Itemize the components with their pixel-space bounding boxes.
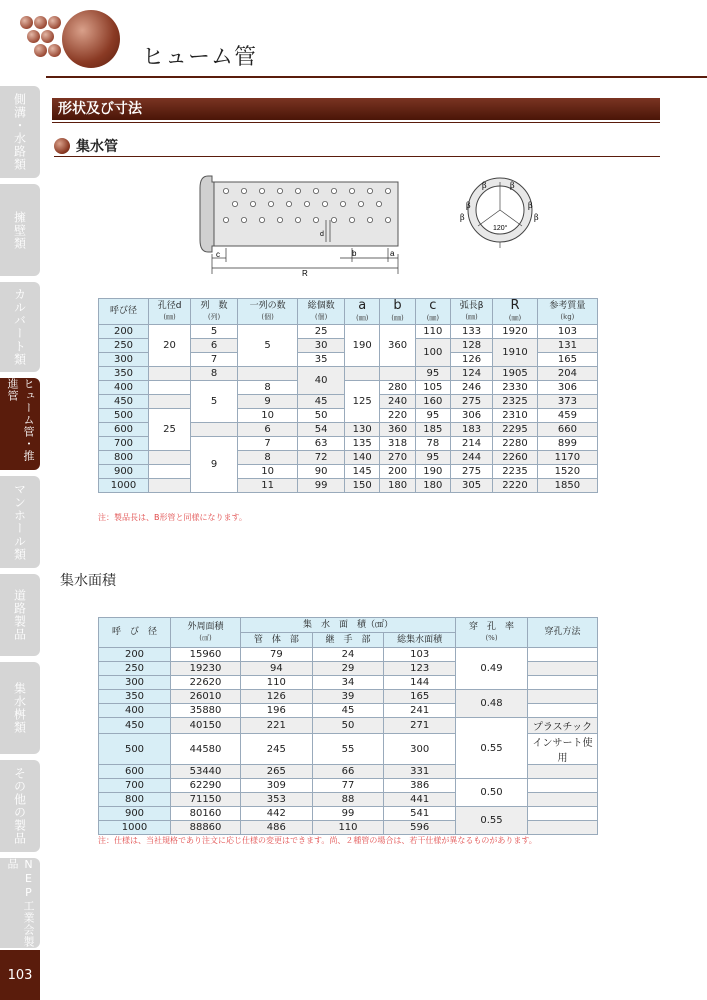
table-cell: 240 [380, 395, 415, 409]
beta-label-6: β [534, 213, 539, 222]
col-header-a [345, 299, 380, 325]
table-cell: 300 [384, 734, 456, 765]
col-header-c [415, 299, 450, 325]
table-cell [528, 807, 598, 821]
table-cell [528, 704, 598, 718]
table-cell: 39 [312, 690, 384, 704]
table-row [99, 690, 598, 704]
header-text: 孔径d [157, 300, 182, 311]
table-cell: 360 [380, 325, 415, 367]
table-cell: 300 [99, 353, 149, 367]
table-cell: 126 [451, 353, 493, 367]
table-row [99, 779, 598, 793]
table-cell: 200 [380, 465, 415, 479]
page-header [0, 0, 707, 80]
table-cell [528, 821, 598, 835]
col-header-method: 穿孔方法 [528, 618, 598, 648]
header-text: (個) [261, 312, 274, 321]
beta-label-4: β [528, 201, 533, 210]
table-cell [380, 367, 415, 381]
table-cell: 0.48 [456, 690, 528, 718]
table-cell: 2280 [493, 437, 538, 451]
table-cell: 54 [298, 423, 345, 437]
table-cell: 1905 [493, 367, 538, 381]
table1-note: 注：製品長は、B形管と同様になります。 [98, 513, 247, 522]
dimensions-table [98, 298, 598, 493]
table-cell: 124 [451, 367, 493, 381]
col-header-per-row [238, 299, 298, 325]
table-cell: 95 [415, 409, 450, 423]
table-cell: 40 [298, 367, 345, 395]
table-cell: 185 [415, 423, 450, 437]
table-cell: 180 [415, 479, 450, 493]
table-cell: 360 [380, 423, 415, 437]
sidebar-item-retaining-wall[interactable]: 擁壁類 [0, 184, 40, 276]
table-cell: 130 [345, 423, 380, 437]
table-cell [149, 381, 191, 395]
table-row [99, 807, 598, 821]
header-text: (㎜) [391, 313, 404, 322]
table-cell: 386 [384, 779, 456, 793]
table-cell: 26010 [171, 690, 241, 704]
table-cell: 133 [451, 325, 493, 339]
table-cell: 7 [191, 353, 238, 367]
table-cell: 29 [312, 662, 384, 676]
angle-label: 120° [493, 225, 508, 232]
table-cell: 72 [298, 451, 345, 465]
table-cell: 400 [99, 704, 171, 718]
table-cell: 305 [451, 479, 493, 493]
table-cell: 6 [191, 339, 238, 353]
table-cell: 99 [312, 807, 384, 821]
table-cell: 350 [99, 367, 149, 381]
table-cell: 200 [99, 325, 149, 339]
table2-note: 注：仕様は、当社規格であり注文に応じ仕様の変更はできます。尚、２種管の場合は、若干仕様が異なるものがあります。 [98, 836, 537, 845]
table-cell: 450 [99, 395, 149, 409]
table-cell: 2220 [493, 479, 538, 493]
header-circle-logo [62, 10, 120, 68]
table-cell: 8 [191, 367, 238, 381]
table-cell: 128 [451, 339, 493, 353]
table-row [99, 451, 598, 465]
table-cell [528, 662, 598, 676]
table-cell [528, 648, 598, 662]
col-header-arc [451, 299, 493, 325]
table-cell: 25 [298, 325, 345, 339]
table-cell: 110 [312, 821, 384, 835]
table-cell: 800 [99, 451, 149, 465]
col-header-cols [191, 299, 238, 325]
beta-label-5: β [460, 213, 465, 222]
table-cell: 245 [241, 734, 313, 765]
table-cell: 20 [149, 325, 191, 367]
table-cell: 700 [99, 437, 149, 451]
table-cell: 95 [415, 367, 450, 381]
table-cell: 196 [241, 704, 313, 718]
sidebar-item-other-products[interactable]: その他の製品 [0, 760, 40, 852]
table-cell: 800 [99, 793, 171, 807]
table-cell: 1520 [537, 465, 597, 479]
table-cell [149, 367, 191, 381]
header-text: (kg) [560, 312, 575, 321]
table-cell: 45 [298, 395, 345, 409]
table-cell [191, 423, 238, 437]
header-text: 穿 孔 率 [468, 621, 514, 632]
table-cell: 306 [451, 409, 493, 423]
table-cell: 0.55 [456, 807, 528, 835]
table-cell: 899 [537, 437, 597, 451]
col-header-size [99, 299, 149, 325]
table-cell: 1000 [99, 821, 171, 835]
table-cell: 265 [241, 765, 313, 779]
header-text: (㎜) [426, 313, 440, 322]
pipe-side-view [200, 176, 398, 252]
table-cell: 0.49 [456, 648, 528, 690]
subsection-divider [54, 156, 660, 157]
table-cell: 145 [345, 465, 380, 479]
table-cell: 300 [99, 676, 171, 690]
table-cell: 244 [451, 451, 493, 465]
table-cell: 71150 [171, 793, 241, 807]
table-cell: 123 [384, 662, 456, 676]
subsection-heading [54, 136, 118, 156]
table-cell [149, 451, 191, 465]
table-cell [528, 765, 598, 779]
beta-label-2: β [510, 181, 515, 190]
sidebar-item-side-ditch[interactable]: 側溝・水路類 [0, 86, 40, 178]
table-cell: 35880 [171, 704, 241, 718]
table-cell: 204 [537, 367, 597, 381]
table-cell: 165 [384, 690, 456, 704]
table-cell: 40150 [171, 718, 241, 734]
col-header-rate [456, 618, 528, 648]
dim-label-a: a [390, 249, 395, 258]
table-cell: 450 [99, 718, 171, 734]
col-header-b [380, 299, 415, 325]
header-text: c [429, 297, 437, 313]
bullet-icon [54, 138, 70, 154]
sidebar-item-hume-pipe[interactable]: ヒューム管・推進管 [0, 378, 40, 470]
table-cell: 103 [384, 648, 456, 662]
table-cell: 486 [241, 821, 313, 835]
header-text: a [358, 297, 367, 313]
table-cell: 79 [241, 648, 313, 662]
catchment-area-table [98, 617, 598, 835]
table-cell: 441 [384, 793, 456, 807]
table-cell: 214 [451, 437, 493, 451]
table-cell: 331 [384, 765, 456, 779]
table-cell: 2325 [493, 395, 538, 409]
table-cell: 5 [191, 325, 238, 339]
table-cell: 44580 [171, 734, 241, 765]
table-cell: 24 [312, 648, 384, 662]
table-cell: 5 [238, 325, 298, 367]
table-cell: 200 [99, 648, 171, 662]
dim-label-d: d [320, 231, 324, 238]
dim-label-b: b [352, 249, 357, 258]
table-cell: 1850 [537, 479, 597, 493]
table-cell: 125 [345, 381, 380, 423]
table-cell: 2330 [493, 381, 538, 395]
table-cell: 700 [99, 779, 171, 793]
table-cell: 1910 [493, 339, 538, 367]
table-cell: 1170 [537, 451, 597, 465]
table-cell: 309 [241, 779, 313, 793]
table-cell: 373 [537, 395, 597, 409]
table-cell: 10 [238, 409, 298, 423]
table-cell: 94 [241, 662, 313, 676]
table-cell: 80160 [171, 807, 241, 821]
table-cell: 126 [241, 690, 313, 704]
table-cell: 271 [384, 718, 456, 734]
table-cell: 600 [99, 423, 149, 437]
table-cell: 900 [99, 465, 149, 479]
sidebar-item-road-products[interactable]: 道路製品 [0, 574, 40, 656]
table-cell: 66 [312, 765, 384, 779]
method-line-1: プラスチック [528, 718, 598, 734]
header-divider [46, 76, 707, 78]
table-cell: 53440 [171, 765, 241, 779]
table-cell: 306 [537, 381, 597, 395]
col-header-hole [149, 299, 191, 325]
table-cell: 459 [537, 409, 597, 423]
col-header-outer-area [171, 618, 241, 648]
table-cell: 596 [384, 821, 456, 835]
section-divider [52, 122, 660, 123]
table-cell: 140 [345, 451, 380, 465]
table-cell: 88 [312, 793, 384, 807]
table-cell [528, 676, 598, 690]
table-cell: 15960 [171, 648, 241, 662]
table-cell: 220 [380, 409, 415, 423]
table-cell: 541 [384, 807, 456, 821]
table-cell: 5 [191, 381, 238, 423]
table-cell: 190 [415, 465, 450, 479]
dim-label-r: R [302, 269, 308, 278]
header-text: 総個数 [307, 300, 335, 311]
table-cell: 660 [537, 423, 597, 437]
table-cell: 350 [99, 690, 171, 704]
table-cell: 144 [384, 676, 456, 690]
table-cell: 241 [384, 704, 456, 718]
table-cell: 2295 [493, 423, 538, 437]
table-cell: 600 [99, 765, 171, 779]
table-cell: 35 [298, 353, 345, 367]
table-cell: 7 [238, 437, 298, 451]
table-header-row [99, 299, 598, 325]
table-cell: 250 [99, 662, 171, 676]
table-cell: 30 [298, 339, 345, 353]
table-cell: 2260 [493, 451, 538, 465]
table-cell: 318 [380, 437, 415, 451]
table-row [99, 718, 598, 734]
table-row [99, 465, 598, 479]
col-header-catchment-group: 集 水 面 積（㎠） [241, 618, 456, 633]
table-cell: 100 [415, 339, 450, 367]
table-cell: 442 [241, 807, 313, 821]
table-cell: 0.50 [456, 779, 528, 807]
section-title: 形状及び寸法 [52, 98, 660, 120]
header-text: (列) [207, 312, 221, 321]
table-cell: 180 [380, 479, 415, 493]
sidebar-item-nep-products[interactable]: NEP工業会製品 [0, 858, 40, 948]
table-cell: 55 [312, 734, 384, 765]
table-cell: 19230 [171, 662, 241, 676]
table-row [99, 648, 598, 662]
table-cell: 110 [241, 676, 313, 690]
col-header-mass [537, 299, 597, 325]
table-cell: 131 [537, 339, 597, 353]
table-cell: 50 [312, 718, 384, 734]
table-cell: 45 [312, 704, 384, 718]
table-cell: 2235 [493, 465, 538, 479]
dim-label-c: c [216, 250, 220, 259]
subsection-title: 集水管 [76, 139, 118, 155]
header-text: (㎜) [465, 312, 478, 321]
page-title: ヒューム管 [142, 45, 258, 70]
table-cell: 11 [238, 479, 298, 493]
table-cell: 0.55 [456, 718, 528, 779]
table-cell: 103 [537, 325, 597, 339]
table-cell [149, 465, 191, 479]
col-header-size: 呼 び 径 [99, 618, 171, 648]
table-cell [528, 690, 598, 704]
col-header-joint: 継 手 部 [312, 633, 384, 648]
table-cell: 246 [451, 381, 493, 395]
pipe-cross-section [468, 178, 532, 248]
table-cell: 105 [415, 381, 450, 395]
col-header-r [493, 299, 538, 325]
table-cell: 88860 [171, 821, 241, 835]
table-cell [149, 395, 191, 409]
table-cell: 1000 [99, 479, 149, 493]
header-text: (㎠) [199, 633, 212, 642]
table-cell [238, 367, 298, 381]
table-cell: 135 [345, 437, 380, 451]
header-text: R [510, 297, 520, 313]
table-cell [528, 779, 598, 793]
header-text: 一列の数 [249, 300, 286, 311]
table-cell: 1920 [493, 325, 538, 339]
table-cell [345, 367, 380, 381]
table-cell: 221 [241, 718, 313, 734]
table-cell: 25 [149, 409, 191, 451]
table-cell: 275 [451, 465, 493, 479]
table-cell: 280 [380, 381, 415, 395]
header-text: 呼び径 [109, 306, 137, 316]
table-cell: 500 [99, 409, 149, 423]
header-text: 列 数 [200, 300, 228, 311]
table-cell: 900 [99, 807, 171, 821]
area-section-title: 集水面積 [60, 573, 116, 589]
method-line-2: インサート使用 [528, 734, 598, 765]
page-number: 103 [0, 950, 40, 1000]
table-cell: 10 [238, 465, 298, 479]
table-cell: 95 [415, 451, 450, 465]
header-text: b [393, 297, 402, 313]
table-cell: 8 [238, 451, 298, 465]
table-cell: 353 [241, 793, 313, 807]
table-row [99, 325, 598, 339]
table-cell: 6 [238, 423, 298, 437]
beta-label-1: β [482, 181, 487, 190]
col-header-body: 管 体 部 [241, 633, 313, 648]
table-cell: 190 [345, 325, 380, 367]
table-row [99, 381, 598, 395]
table-cell: 400 [99, 381, 149, 395]
table-cell: 62290 [171, 779, 241, 793]
header-text: (個) [314, 312, 328, 321]
table-cell: 110 [415, 325, 450, 339]
table-cell: 9 [191, 437, 238, 493]
header-text: 参考質量 [549, 300, 586, 311]
table-cell: 150 [345, 479, 380, 493]
col-header-total-area: 総集水面積 [384, 633, 456, 648]
header-text: (㎜) [508, 313, 522, 322]
table-cell [528, 793, 598, 807]
beta-label-3: β [466, 201, 471, 210]
header-text: (%) [485, 633, 498, 642]
header-text: (㎜) [163, 312, 176, 321]
table-cell: 165 [537, 353, 597, 367]
table-cell: 9 [238, 395, 298, 409]
header-text: 外周面積 [187, 621, 224, 632]
sidebar-item-manhole[interactable]: マンホール類 [0, 476, 40, 568]
pipe-diagram [190, 168, 560, 280]
table-cell: 275 [451, 395, 493, 409]
table-cell: 8 [238, 381, 298, 395]
table-cell: 99 [298, 479, 345, 493]
table-cell: 183 [451, 423, 493, 437]
table-cell: 22620 [171, 676, 241, 690]
col-header-total [298, 299, 345, 325]
table-cell: 250 [99, 339, 149, 353]
table-cell: 2310 [493, 409, 538, 423]
table-cell: 63 [298, 437, 345, 451]
header-text: 弧長β [459, 300, 484, 311]
table-row [99, 479, 598, 493]
sidebar-item-catch-basin[interactable]: 集水桝類 [0, 662, 40, 754]
table-cell: 78 [415, 437, 450, 451]
table-cell: 90 [298, 465, 345, 479]
table-cell: 34 [312, 676, 384, 690]
sidebar-item-culvert[interactable]: カルバート類 [0, 282, 40, 372]
table-cell: 77 [312, 779, 384, 793]
sidebar-nav [0, 86, 40, 1000]
table-cell [149, 479, 191, 493]
table-row [99, 367, 598, 381]
table-header-row [99, 618, 598, 633]
table-cell: 160 [415, 395, 450, 409]
table-cell: 500 [99, 734, 171, 765]
header-text: (㎜) [355, 313, 369, 322]
table-cell: 50 [298, 409, 345, 423]
table-cell: 270 [380, 451, 415, 465]
